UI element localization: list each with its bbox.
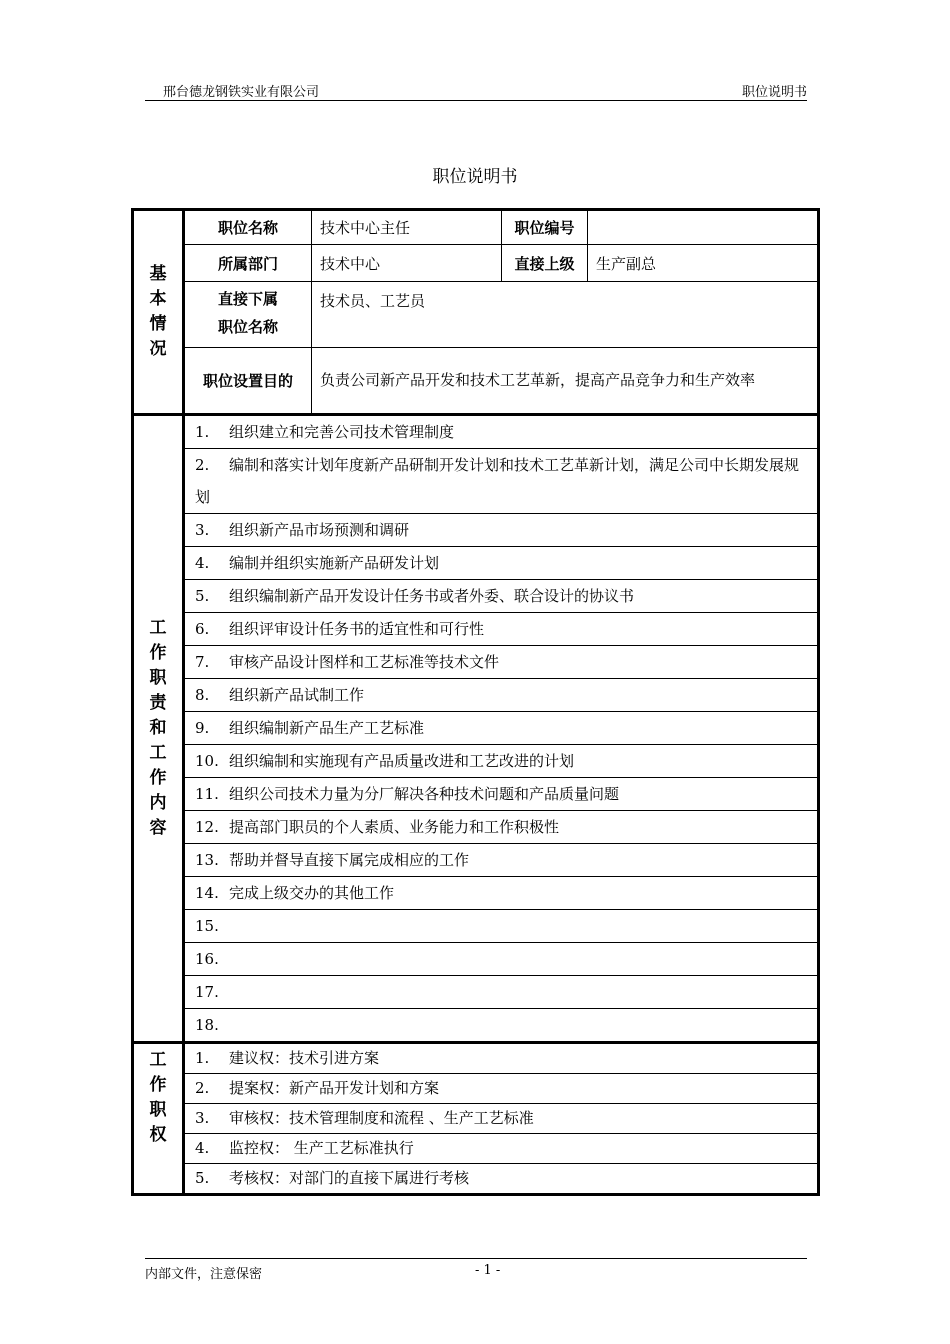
value-subordinate: 技术员、工艺员 (312, 282, 819, 348)
label-subordinate-line1: 直接下属 (217, 290, 278, 308)
duty-item: 15. (184, 910, 819, 943)
value-position-name: 技术中心主任 (312, 210, 502, 245)
duty-item: 8. 组织新产品试制工作 (184, 679, 819, 712)
page-title: 职位说明书 (432, 167, 518, 187)
confidential-note: 内部文件，注意保密 (145, 1267, 263, 1282)
doc-type: 职位说明书 (741, 85, 807, 100)
label-position-name: 职位名称 (184, 210, 312, 245)
authority-item: 4. 监控权： 生产工艺标准执行 (184, 1134, 819, 1164)
authority-row (133, 1104, 819, 1134)
duty-item: 18. (184, 1009, 819, 1043)
company-name: 邢台德龙钢铁实业有限公司 (163, 85, 320, 100)
duty-row (133, 646, 819, 679)
duty-row (133, 745, 819, 778)
authority-row (133, 1134, 819, 1164)
label-superior: 直接上级 (502, 245, 588, 282)
label-subordinate (184, 282, 312, 348)
duty-item: 7. 审核产品设计图样和工艺标准等技术文件 (184, 646, 819, 679)
duty-row (133, 877, 819, 910)
value-department: 技术中心 (312, 245, 502, 282)
duty-item: 6. 组织评审设计任务书的适宜性和可行性 (184, 613, 819, 646)
duty-row (133, 1009, 819, 1043)
row-department (133, 245, 819, 282)
section-duties: 工作职责和工作内容 (133, 415, 184, 1043)
duty-item: 17. (184, 976, 819, 1009)
authority-item: 2. 提案权：新产品开发计划和方案 (184, 1074, 819, 1104)
section-basic: 基本情况 (133, 210, 184, 415)
duty-row (133, 679, 819, 712)
authority-row (133, 1164, 819, 1195)
value-superior: 生产副总 (588, 245, 819, 282)
value-position-code (588, 210, 819, 245)
page-number: - 1 - (475, 1263, 501, 1278)
duty-item: 11. 组织公司技术力量为分厂解决各种技术问题和产品质量问题 (184, 778, 819, 811)
duty-item: 4. 编制并组织实施新产品研发计划 (184, 547, 819, 580)
duty-row (133, 580, 819, 613)
authority-row (133, 1074, 819, 1104)
duty-item: 12. 提高部门职员的个人素质、业务能力和工作积极性 (184, 811, 819, 844)
duty-row (133, 547, 819, 580)
duty-row (133, 910, 819, 943)
label-department: 所属部门 (184, 245, 312, 282)
duty-item: 1. 组织建立和完善公司技术管理制度 (184, 415, 819, 449)
authority-item: 1. 建议权：技术引进方案 (184, 1043, 819, 1074)
duty-row (133, 449, 819, 514)
label-position-code: 职位编号 (502, 210, 588, 245)
duty-item: 13. 帮助并督导直接下属完成相应的工作 (184, 844, 819, 877)
job-description-table (131, 208, 820, 1196)
duty-item: 2. 编制和落实计划年度新产品研制开发计划和技术工艺革新计划，满足公司中长期发展规划 (184, 449, 819, 514)
section-authority: 工作职权 (133, 1043, 184, 1195)
duty-row (133, 613, 819, 646)
label-purpose: 职位设置目的 (184, 348, 312, 415)
page-footer (145, 1258, 807, 1281)
duty-item: 5. 组织编制新产品开发设计任务书或者外委、联合设计的协议书 (184, 580, 819, 613)
duty-item: 16. (184, 943, 819, 976)
row-position-name (133, 210, 819, 245)
authority-item: 5. 考核权：对部门的直接下属进行考核 (184, 1164, 819, 1195)
duty-row (133, 415, 819, 449)
row-purpose (133, 348, 819, 415)
duty-row (133, 712, 819, 745)
authority-item: 3. 审核权：技术管理制度和流程 、生产工艺标准 (184, 1104, 819, 1134)
duty-item: 3. 组织新产品市场预测和调研 (184, 514, 819, 547)
duty-row (133, 514, 819, 547)
duty-row (133, 778, 819, 811)
duty-row (133, 943, 819, 976)
duty-item: 9. 组织编制新产品生产工艺标准 (184, 712, 819, 745)
duty-row (133, 976, 819, 1009)
row-subordinate (133, 282, 819, 348)
label-subordinate-line2: 职位名称 (217, 318, 278, 336)
duty-item: 14. 完成上级交办的其他工作 (184, 877, 819, 910)
duty-row (133, 811, 819, 844)
duty-item: 10. 组织编制和实施现有产品质量改进和工艺改进的计划 (184, 745, 819, 778)
page-header (145, 80, 807, 101)
authority-row (133, 1043, 819, 1074)
value-purpose: 负责公司新产品开发和技术工艺革新，提高产品竞争力和生产效率 (312, 348, 819, 415)
duty-row (133, 844, 819, 877)
